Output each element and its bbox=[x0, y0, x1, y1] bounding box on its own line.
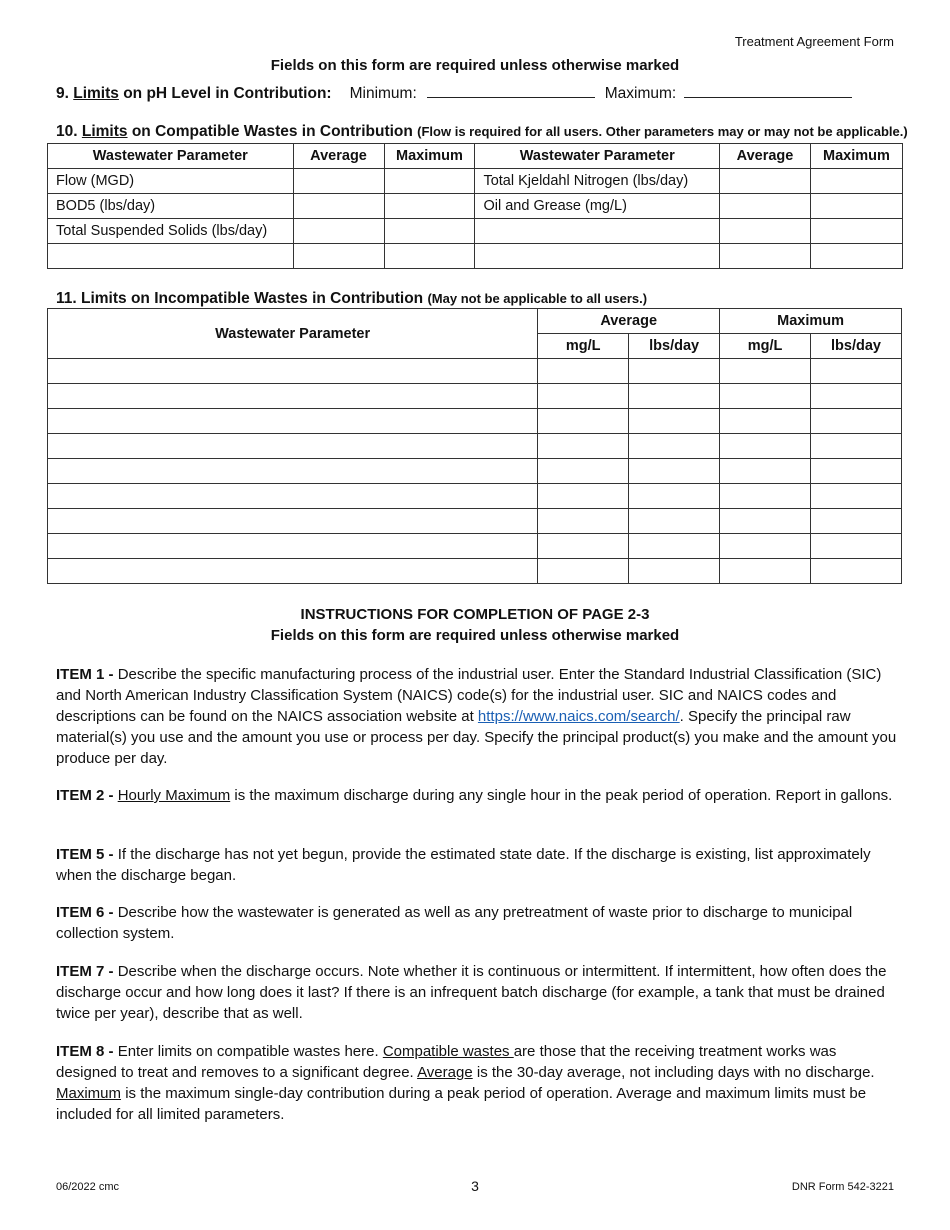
value-entry-cell[interactable] bbox=[811, 409, 902, 434]
value-entry-cell[interactable] bbox=[720, 484, 811, 509]
entry-cell[interactable] bbox=[720, 169, 811, 194]
item8-text-a: Enter limits on compatible wastes here. bbox=[117, 1043, 379, 1060]
max-lbs-header: lbs/day bbox=[811, 334, 902, 359]
item5-text: If the discharge has not yet begun, provide the estimated state date. If the discharge is existing, list approximately when the discharge began. bbox=[56, 846, 871, 884]
compatible-header-cell: Average bbox=[720, 144, 811, 169]
incompatible-table-row bbox=[48, 484, 902, 509]
value-entry-cell[interactable] bbox=[538, 409, 629, 434]
incompatible-maximum-header: Maximum bbox=[720, 309, 902, 334]
item11-title-text: 11. Limits on Incompatible Wastes in Contribution bbox=[56, 290, 424, 307]
item1-text-b: . Specify the principal raw material(s) you use and the amount you use or process per day. Specify the principal product(s) you make and the amount you produce per day. bbox=[56, 708, 897, 767]
value-entry-cell[interactable] bbox=[811, 384, 902, 409]
item6-label: ITEM 6 - bbox=[56, 904, 114, 921]
incompatible-wastes-table bbox=[47, 308, 902, 584]
avg-lbs-header: lbs/day bbox=[629, 334, 720, 359]
item7-paragraph bbox=[56, 961, 898, 1024]
incompatible-table-row bbox=[48, 459, 902, 484]
value-entry-cell[interactable] bbox=[811, 534, 902, 559]
footer-form-number: DNR Form 542-3221 bbox=[791, 1181, 894, 1193]
item8-term-average: Average bbox=[417, 1064, 473, 1081]
parameter-entry-cell[interactable] bbox=[48, 509, 538, 534]
compatible-wastes-table bbox=[47, 143, 903, 269]
incompatible-table-row bbox=[48, 509, 902, 534]
item11-note: (May not be applicable to all users.) bbox=[427, 291, 648, 306]
instructions-subtitle: Fields on this form are required unless otherwise marked bbox=[270, 627, 680, 644]
item1-label: ITEM 1 - bbox=[56, 666, 114, 683]
form-name: Treatment Agreement Form bbox=[734, 34, 894, 49]
incompatible-table-row bbox=[48, 559, 902, 584]
value-entry-cell[interactable] bbox=[629, 359, 720, 384]
entry-cell[interactable] bbox=[810, 169, 902, 194]
compatible-header-cell: Average bbox=[293, 144, 384, 169]
incompatible-table-row bbox=[48, 384, 902, 409]
ph-minimum-field[interactable] bbox=[427, 83, 595, 98]
compatible-header-cell: Maximum bbox=[384, 144, 475, 169]
item2-term: Hourly Maximum bbox=[117, 787, 231, 804]
naics-link[interactable]: https://www.naics.com/search/ bbox=[477, 708, 680, 725]
compatible-table-row bbox=[48, 194, 903, 219]
item5-paragraph bbox=[56, 844, 898, 886]
entry-cell[interactable] bbox=[720, 194, 811, 219]
value-entry-cell[interactable] bbox=[720, 559, 811, 584]
value-entry-cell[interactable] bbox=[538, 534, 629, 559]
parameter-cell: Oil and Grease (mg/L) bbox=[475, 194, 720, 219]
entry-cell[interactable] bbox=[48, 244, 294, 269]
parameter-entry-cell[interactable] bbox=[48, 434, 538, 459]
value-entry-cell[interactable] bbox=[811, 359, 902, 384]
value-entry-cell[interactable] bbox=[811, 434, 902, 459]
parameter-cell: Flow (MGD) bbox=[48, 169, 294, 194]
item8-term-compatible: Compatible wastes bbox=[382, 1043, 514, 1060]
compatible-wastes-header-row bbox=[48, 144, 903, 169]
item9-number: 9. bbox=[56, 85, 69, 102]
avg-mgl-header: mg/L bbox=[538, 334, 629, 359]
item8-text-d: is the maximum single-day contribution during a peak period of operation. Average and maximum limits must be included for all limited parameters. bbox=[56, 1085, 867, 1123]
entry-cell[interactable] bbox=[720, 244, 811, 269]
entry-cell[interactable] bbox=[475, 244, 720, 269]
item10-limits-word: Limits bbox=[81, 123, 128, 140]
value-entry-cell[interactable] bbox=[811, 459, 902, 484]
item7-text: Describe when the discharge occurs. Note whether it is continuous or intermittent. If intermittent, how often does the discharge occur and how long does it last? If there is an infrequent batch discharge (for example, a tank that must be drained twice per year), describe that as well. bbox=[56, 963, 887, 1022]
compatible-table-row bbox=[48, 169, 903, 194]
value-entry-cell[interactable] bbox=[538, 434, 629, 459]
compatible-table-row bbox=[48, 219, 903, 244]
item5-label: ITEM 5 - bbox=[56, 846, 114, 863]
compatible-header-cell: Wastewater Parameter bbox=[475, 144, 720, 169]
item9-title: on pH Level in Contribution: bbox=[123, 85, 332, 102]
item10-title-rest: on Compatible Wastes in Contribution bbox=[131, 123, 413, 140]
entry-cell[interactable] bbox=[810, 244, 902, 269]
parameter-entry-cell[interactable] bbox=[48, 559, 538, 584]
item2-label: ITEM 2 - bbox=[56, 787, 114, 804]
parameter-entry-cell[interactable] bbox=[48, 459, 538, 484]
value-entry-cell[interactable] bbox=[811, 484, 902, 509]
item2-text: is the maximum discharge during any single hour in the peak period of operation. Report in gallons. bbox=[234, 787, 893, 804]
item9-limits-word: Limits bbox=[73, 85, 119, 102]
compatible-header-cell: Maximum bbox=[810, 144, 902, 169]
value-entry-cell[interactable] bbox=[720, 459, 811, 484]
value-entry-cell[interactable] bbox=[538, 484, 629, 509]
incompatible-param-header: Wastewater Parameter bbox=[48, 309, 538, 359]
entry-cell[interactable] bbox=[384, 194, 475, 219]
incompatible-average-header: Average bbox=[538, 309, 720, 334]
incompatible-table-row bbox=[48, 434, 902, 459]
ph-minimum-label: Minimum: bbox=[349, 85, 417, 102]
value-entry-cell[interactable] bbox=[629, 559, 720, 584]
item8-paragraph bbox=[56, 1041, 898, 1125]
instructions-title: INSTRUCTIONS FOR COMPLETION OF PAGE 2-3 bbox=[300, 606, 650, 623]
entry-cell[interactable] bbox=[384, 219, 475, 244]
footer-revision: 06/2022 cmc bbox=[56, 1181, 119, 1193]
value-entry-cell[interactable] bbox=[629, 509, 720, 534]
parameter-entry-cell[interactable] bbox=[48, 384, 538, 409]
item7-label: ITEM 7 - bbox=[56, 963, 114, 980]
entry-cell[interactable] bbox=[384, 244, 475, 269]
value-entry-cell[interactable] bbox=[720, 384, 811, 409]
value-entry-cell[interactable] bbox=[629, 434, 720, 459]
value-entry-cell[interactable] bbox=[629, 484, 720, 509]
compatible-header-cell: Wastewater Parameter bbox=[48, 144, 294, 169]
required-note: Fields on this form are required unless otherwise marked bbox=[270, 57, 680, 74]
ph-maximum-field[interactable] bbox=[684, 83, 852, 98]
ph-maximum-label: Maximum: bbox=[604, 85, 677, 102]
item10-number: 10. bbox=[56, 123, 78, 140]
entry-cell[interactable] bbox=[475, 219, 720, 244]
value-entry-cell[interactable] bbox=[629, 384, 720, 409]
value-entry-cell[interactable] bbox=[629, 459, 720, 484]
compatible-table-row bbox=[48, 244, 903, 269]
parameter-cell: BOD5 (lbs/day) bbox=[48, 194, 294, 219]
parameter-entry-cell[interactable] bbox=[48, 359, 538, 384]
value-entry-cell[interactable] bbox=[811, 559, 902, 584]
item1-paragraph bbox=[56, 664, 898, 769]
item8-term-maximum: Maximum bbox=[56, 1085, 122, 1102]
entry-cell[interactable] bbox=[720, 219, 811, 244]
incompatible-header-row-1 bbox=[48, 309, 902, 334]
value-entry-cell[interactable] bbox=[720, 534, 811, 559]
value-entry-cell[interactable] bbox=[720, 509, 811, 534]
item10-title bbox=[56, 123, 908, 141]
incompatible-table-row bbox=[48, 359, 902, 384]
item6-text: Describe how the wastewater is generated as well as any pretreatment of waste prior to discharge to municipal collection system. bbox=[56, 904, 853, 942]
value-entry-cell[interactable] bbox=[538, 359, 629, 384]
incompatible-table-row bbox=[48, 534, 902, 559]
entry-cell[interactable] bbox=[810, 219, 902, 244]
entry-cell[interactable] bbox=[293, 244, 384, 269]
item10-note: (Flow is required for all users. Other parameters may or may not be applicable.) bbox=[417, 124, 908, 139]
value-entry-cell[interactable] bbox=[720, 434, 811, 459]
item8-label: ITEM 8 - bbox=[56, 1043, 114, 1060]
value-entry-cell[interactable] bbox=[538, 459, 629, 484]
parameter-entry-cell[interactable] bbox=[48, 409, 538, 434]
incompatible-table-row bbox=[48, 409, 902, 434]
entry-cell[interactable] bbox=[293, 169, 384, 194]
item1-text-a: Describe the specific manufacturing process of the industrial user. Enter the Standard Industrial Classification (SIC) and North American Industry Classification System (NAICS) code(s) for the industrial user. SIC and NAICS codes and descriptions can be found on the NAICS association website at bbox=[56, 666, 882, 725]
parameter-cell: Total Suspended Solids (lbs/day) bbox=[48, 219, 294, 244]
item6-paragraph bbox=[56, 902, 898, 944]
item9-line bbox=[56, 83, 852, 103]
entry-cell[interactable] bbox=[810, 194, 902, 219]
parameter-entry-cell[interactable] bbox=[48, 484, 538, 509]
parameter-entry-cell[interactable] bbox=[48, 534, 538, 559]
entry-cell[interactable] bbox=[384, 169, 475, 194]
item11-title bbox=[56, 290, 647, 308]
item8-text-b: are those that the receiving treatment works was designed to treat and removes to a significant degree. bbox=[56, 1043, 837, 1081]
value-entry-cell[interactable] bbox=[629, 409, 720, 434]
entry-cell[interactable] bbox=[293, 194, 384, 219]
item2-paragraph bbox=[56, 785, 898, 806]
value-entry-cell[interactable] bbox=[629, 534, 720, 559]
value-entry-cell[interactable] bbox=[720, 359, 811, 384]
value-entry-cell[interactable] bbox=[720, 409, 811, 434]
parameter-cell: Total Kjeldahl Nitrogen (lbs/day) bbox=[475, 169, 720, 194]
value-entry-cell[interactable] bbox=[538, 384, 629, 409]
max-mgl-header: mg/L bbox=[720, 334, 811, 359]
entry-cell[interactable] bbox=[293, 219, 384, 244]
value-entry-cell[interactable] bbox=[811, 509, 902, 534]
page-number: 3 bbox=[471, 1178, 479, 1194]
value-entry-cell[interactable] bbox=[538, 559, 629, 584]
item8-text-c: is the 30-day average, not including days with no discharge. bbox=[476, 1064, 875, 1081]
value-entry-cell[interactable] bbox=[538, 509, 629, 534]
